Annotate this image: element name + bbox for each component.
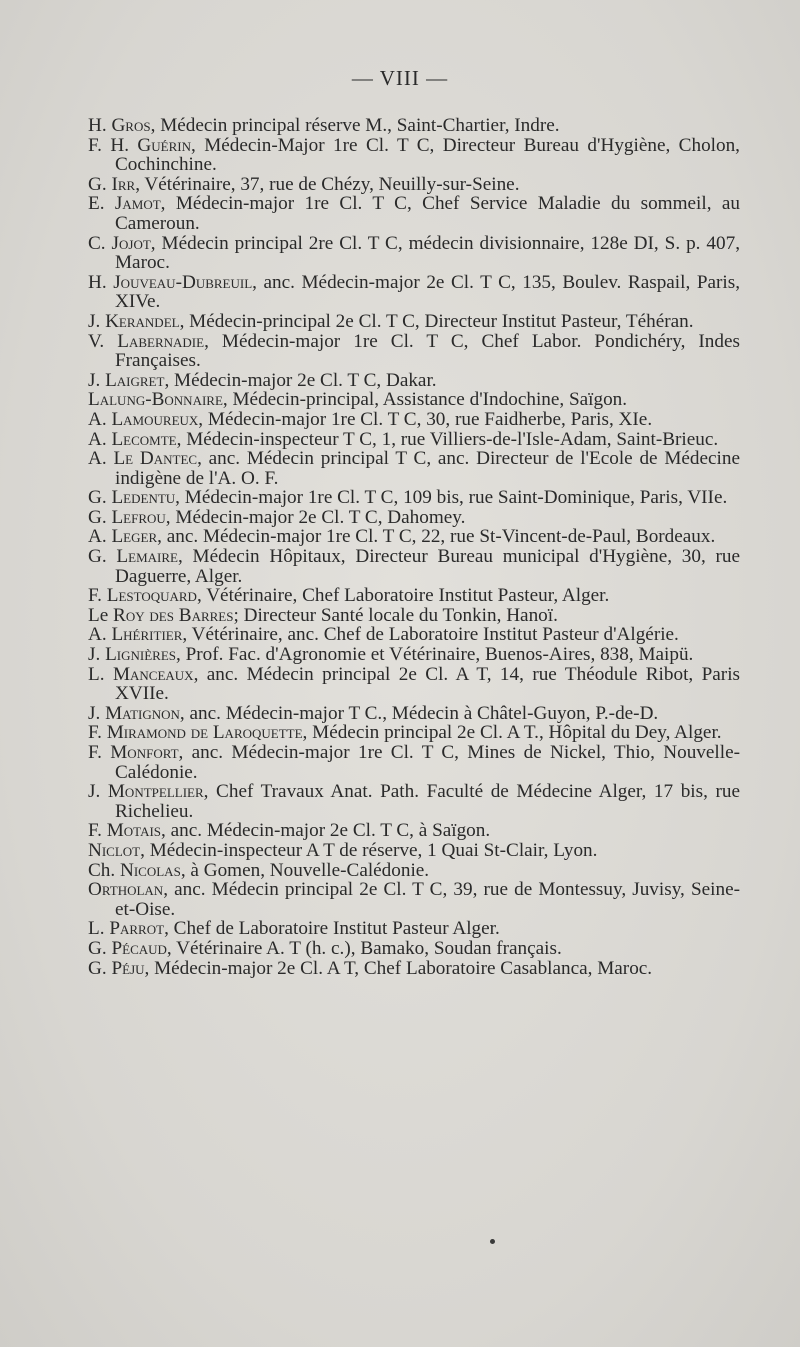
entry-initials: F. H. <box>88 134 138 156</box>
entry-initials: F. <box>88 585 107 607</box>
entry-details: , Médecin-major 1re Cl. T C, Chef Service Maladie du sommeil, au Cameroun. <box>115 193 740 234</box>
entry-details: , à Gomen, Nouvelle-Calédonie. <box>180 859 430 881</box>
list-item <box>88 332 740 371</box>
entry-surname: Lamoureux <box>111 408 199 430</box>
entry-surname: Lignières <box>105 644 177 666</box>
entry-surname: Motais <box>106 820 162 842</box>
entry-initials: A. <box>88 448 114 470</box>
list-item <box>88 430 740 450</box>
list-item <box>88 919 740 939</box>
list-item <box>88 116 740 136</box>
entry-surname: Matignon <box>105 702 180 724</box>
list-item <box>88 136 740 175</box>
entry-details: , Médecin Hôpitaux, Directeur Bureau municipal d'Hygiène, 30, rue Daguerre, Alger. <box>115 546 740 587</box>
entry-details: , Médecin-major 1re Cl. T C, 30, rue Faidherbe, Paris, XIe. <box>198 408 653 430</box>
entry-initials: Ch. <box>88 859 120 881</box>
list-item <box>88 586 740 606</box>
entry-surname: Guérin <box>137 134 191 156</box>
list-item <box>88 880 740 919</box>
entry-initials: F. <box>88 820 107 842</box>
entry-initials: A. <box>88 624 112 646</box>
entry-initials: J. <box>88 702 106 724</box>
entry-details: , Chef Travaux Anat. Path. Faculté de Médecine Alger, 17 bis, rue Richelieu. <box>115 781 741 822</box>
list-item <box>88 606 740 626</box>
list-item <box>88 371 740 391</box>
list-item <box>88 312 740 332</box>
entry-initials: G. <box>88 546 117 568</box>
entry-surname: Lefrou <box>111 506 166 528</box>
entry-details: , Chef de Laboratoire Institut Pasteur Alger. <box>164 918 500 940</box>
entry-details: , Médecin-major 2e Cl. A T, Chef Laboratoire Casablanca, Maroc. <box>144 957 653 979</box>
entry-initials: L. <box>88 663 113 685</box>
list-item <box>88 743 740 782</box>
entry-initials: G. <box>88 957 112 979</box>
entry-details: , anc. Médecin principal T C, anc. Directeur de l'Ecole de Médecine indigène de l'A. O. F. <box>115 448 740 489</box>
list-item <box>88 410 740 430</box>
list-item <box>88 527 740 547</box>
entry-initials: A. <box>88 428 112 450</box>
entry-surname: Ortholan <box>88 879 164 901</box>
entry-details: , Médecin principal 2e Cl. A T., Hôpital du Dey, Alger. <box>302 722 722 744</box>
list-item <box>88 939 740 959</box>
list-item <box>88 194 740 233</box>
entry-surname: Le Dantec <box>113 448 198 470</box>
entry-details: , anc. Médecin-major T C., Médecin à Châtel-Guyon, P.-de-D. <box>179 702 659 724</box>
entry-initials: Le <box>88 604 114 626</box>
ink-speck <box>490 1239 495 1244</box>
entry-surname: Lemaire <box>116 546 178 568</box>
entry-surname: Montpellier <box>107 781 204 803</box>
entry-details: ; Directeur Santé locale du Tonkin, Hanoï. <box>233 604 558 626</box>
entry-surname: Niclot <box>88 839 141 861</box>
entry-details: , anc. Médecin principal 2e Cl. T C, 39, rue de Montessuy, Juvisy, Seine-et-Oise. <box>115 879 740 920</box>
entry-details: , Médecin-major 2e Cl. T C, Dahomey. <box>165 506 466 528</box>
entry-surname: Péju <box>111 957 145 979</box>
entry-initials: V. <box>88 330 118 352</box>
entry-details: , Médecin-principal, Assistance d'Indochine, Saïgon. <box>222 389 628 411</box>
list-item <box>88 488 740 508</box>
entry-initials: H. <box>88 115 112 136</box>
entry-surname: Ledentu <box>111 487 176 509</box>
entry-surname: Jojot <box>111 232 151 254</box>
entry-surname: Lestoquard <box>106 585 197 607</box>
entry-details: , Vétérinaire, 37, rue de Chézy, Neuilly-sur-Seine. <box>135 173 520 195</box>
list-item <box>88 175 740 195</box>
list-item <box>88 234 740 273</box>
entry-initials: F. <box>88 722 107 744</box>
list-item <box>88 821 740 841</box>
list-item <box>88 508 740 528</box>
entry-initials: G. <box>88 506 112 528</box>
entry-initials: A. <box>88 526 112 548</box>
entry-initials: C. <box>88 232 112 254</box>
entry-details: , Vétérinaire, Chef Laboratoire Institut Pasteur, Alger. <box>196 585 610 607</box>
entry-initials: G. <box>88 173 112 195</box>
entry-surname: Kerandel <box>105 310 180 332</box>
entry-initials: H. <box>88 271 114 293</box>
entry-details: , Médecin principal 2re Cl. T C, médecin divisionnaire, 128e DI, S. p. 407, Maroc. <box>115 232 740 274</box>
entry-initials: G. <box>88 937 112 959</box>
entry-initials: J. <box>88 781 108 803</box>
entry-details: , Médecin-major 2e Cl. T C, Dakar. <box>164 369 437 391</box>
page-number: — VIII — <box>351 66 449 90</box>
entry-surname: Roy des Barres <box>113 604 234 626</box>
entry-surname: Nicolas <box>120 859 181 881</box>
entry-initials: J. <box>88 644 106 666</box>
list-item <box>88 959 740 979</box>
member-list <box>88 116 740 978</box>
entry-details: , anc. Médecin-major 1re Cl. T C, 22, rue St-Vincent-de-Paul, Bordeaux. <box>157 526 716 548</box>
entry-surname: Lecomte <box>111 428 177 450</box>
list-item <box>88 449 740 488</box>
entry-initials: J. <box>88 310 106 332</box>
entry-surname: Jouveau-Dubreuil <box>113 271 253 293</box>
list-item <box>88 625 740 645</box>
list-item <box>88 547 740 586</box>
entry-surname: Gros <box>111 115 151 136</box>
entry-details: , Médecin-Major 1re Cl. T C, Directeur Bureau d'Hygiène, Cholon, Cochinchine. <box>115 134 740 176</box>
entry-details: , anc. Médecin-major 2e Cl. T C, 135, Boulev. Raspail, Paris, XIVe. <box>115 271 740 313</box>
entry-details: , Médecin-principal 2e Cl. T C, Directeur Institut Pasteur, Téhéran. <box>179 310 694 332</box>
entry-details: , Vétérinaire A. T (h. c.), Bamako, Soudan français. <box>166 937 562 959</box>
entry-details: , Médecin-major 1re Cl. T C, Chef Labor. Pondichéry, Indes Françaises. <box>115 330 740 372</box>
entry-surname: Manceaux <box>112 663 194 685</box>
entry-details: , Médecin-inspecteur T C, 1, rue Villiers-de-l'Isle-Adam, Saint-Brieuc. <box>176 428 719 450</box>
entry-surname: Parrot <box>109 918 165 940</box>
entry-initials: E. <box>88 193 115 215</box>
entry-surname: Lhéritier <box>111 624 183 646</box>
entry-initials: G. <box>88 487 112 509</box>
entry-surname: Pécaud <box>111 937 167 959</box>
entry-details: , Prof. Fac. d'Agronomie et Vétérinaire, Buenos-Aires, 838, Maipü. <box>176 644 694 666</box>
list-item <box>88 782 740 821</box>
entry-details: , Médecin-inspecteur A T de réserve, 1 Quai St-Clair, Lyon. <box>140 839 598 861</box>
entry-details: , anc. Médecin-major 1re Cl. T C, Mines de Nickel, Thio, Nouvelle-Calédonie. <box>115 742 740 783</box>
entry-initials: J. <box>88 369 106 391</box>
entry-details: , Médecin-major 1re Cl. T C, 109 bis, rue Saint-Dominique, Paris, VIIe. <box>175 487 728 509</box>
entry-surname: Laigret <box>105 369 165 391</box>
list-item <box>88 645 740 665</box>
entry-details: , anc. Médecin principal 2e Cl. A T, 14, rue Théodule Ribot, Paris XVIIe. <box>115 663 740 705</box>
list-item <box>88 704 740 724</box>
list-item <box>88 861 740 881</box>
list-item <box>88 390 740 410</box>
entry-surname: Monfort <box>110 742 179 763</box>
entry-surname: Miramond de Laroquette <box>106 722 303 744</box>
list-item <box>88 665 740 704</box>
entry-surname: Lalung-Bonnaire <box>88 389 223 411</box>
entry-initials: A. <box>88 408 112 430</box>
list-item <box>88 841 740 861</box>
list-item <box>88 723 740 743</box>
entry-initials: F. <box>88 742 111 763</box>
entry-surname: Jamot <box>114 193 161 215</box>
entry-details: , Vétérinaire, anc. Chef de Laboratoire Institut Pasteur d'Algérie. <box>182 624 679 646</box>
entry-details: , Médecin principal réserve M., Saint-Chartier, Indre. <box>150 115 560 136</box>
entry-surname: Irr <box>111 173 136 195</box>
entry-surname: Leger <box>111 526 158 548</box>
list-item <box>88 273 740 312</box>
entry-initials: L. <box>88 918 110 940</box>
entry-surname: Labernadie <box>117 330 205 352</box>
entry-details: , anc. Médecin-major 2e Cl. T C, à Saïgon. <box>161 820 491 842</box>
